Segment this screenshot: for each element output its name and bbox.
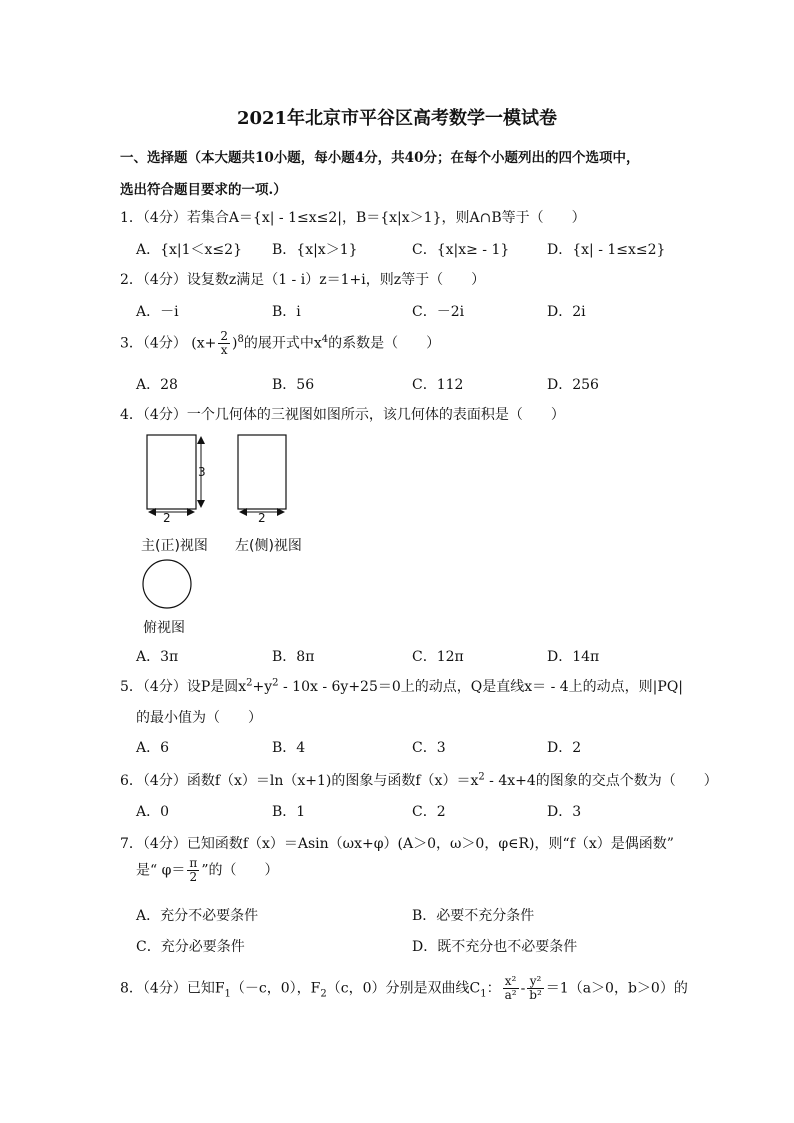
question-8-frac2-num: y² xyxy=(527,975,544,989)
question-6-option-b: B．1 xyxy=(272,804,306,820)
front-view-label: 主(正)视图 xyxy=(141,538,208,554)
question-5-option-b: B．4 xyxy=(272,740,306,756)
question-5-stem-a: 5．（4分）设P是圆x xyxy=(120,679,247,695)
question-8-sub-3: 1 xyxy=(480,988,487,1000)
three-view-figure xyxy=(130,428,320,628)
question-4-option-b: B．8π xyxy=(272,649,315,665)
question-6-option-a: A．0 xyxy=(136,804,170,820)
question-5-line2: 的最小值为（ ） xyxy=(136,710,262,726)
question-1-option-c: C．{x|x≥ - 1} xyxy=(412,242,510,258)
question-6-square: 2 xyxy=(478,771,485,783)
question-5-option-a: A．6 xyxy=(136,740,170,756)
question-5-stem-b: +y xyxy=(252,679,273,695)
question-3-frac-den: x xyxy=(220,343,228,357)
question-6-option-d: D．3 xyxy=(547,804,582,820)
question-2-option-b: B．i xyxy=(272,304,301,320)
question-3-option-d: D．256 xyxy=(547,377,599,393)
question-4-option-d: D．14π xyxy=(547,649,600,665)
question-8-stem-c: （c，0）分别是双曲线C xyxy=(326,980,481,997)
side-view-rect xyxy=(238,435,286,509)
question-1-option-a: A．{x|1＜x≤2} xyxy=(136,242,242,258)
question-2-option-d: D．2i xyxy=(547,304,586,320)
question-5-option-c: C．3 xyxy=(412,740,446,756)
question-6-stem-a: 6．（4分）函数f（x）＝ln（x+1)的图象与函数f（x）＝x xyxy=(120,773,479,789)
question-3-prefix: 3．（4分） xyxy=(120,335,187,352)
question-3-paren-open: (x+ xyxy=(191,335,217,352)
question-3-option-a: A．28 xyxy=(136,377,178,393)
question-7-line2-a: 是“ φ＝ xyxy=(136,862,186,879)
question-8-minus: - xyxy=(520,980,526,997)
question-1-stem: 1．（4分）若集合A＝{x| - 1≤x≤2|，B＝{x|x＞1}，则A∩B等于（ ） xyxy=(120,210,586,226)
question-6-stem-b: - 4x+4的图象的交点个数为（ ） xyxy=(484,773,718,789)
question-6-stem xyxy=(120,770,718,790)
question-8-sub-1: 1 xyxy=(224,988,231,1000)
question-7-frac-num: π xyxy=(189,856,198,870)
page-title: 2021年北京市平谷区高考数学一模试卷 xyxy=(236,108,558,129)
question-3-fraction xyxy=(218,330,230,357)
question-8-frac2-den: b² xyxy=(529,988,542,1002)
question-8-frac1-num: x² xyxy=(503,975,519,989)
question-3-exponent: 8 xyxy=(237,333,244,345)
top-view-label: 俯视图 xyxy=(143,620,185,636)
question-5-stem-c: - 10x - 6y+25＝0上的动点，Q是直线x＝ - 4上的动点，则|PQ| xyxy=(278,679,684,695)
question-3-option-b: B．56 xyxy=(272,377,315,393)
question-4-option-a: A．3π xyxy=(136,649,179,665)
question-8-fraction-2 xyxy=(527,975,544,1002)
question-3-stem xyxy=(120,330,440,357)
question-8-stem-d: ： xyxy=(486,980,501,997)
question-8-stem-b: （－c，0），F xyxy=(230,980,321,997)
question-8-stem-e: ＝1（a＞0，b＞0）的 xyxy=(545,980,688,997)
question-7-option-a: A．充分不必要条件 xyxy=(136,908,259,924)
question-8-stem-a: 8．（4分）已知F xyxy=(120,980,225,997)
question-2-stem: 2．（4分）设复数z满足（1 - i）z＝1+i，则z等于（ ） xyxy=(120,272,486,288)
question-2-option-c: C．－2i xyxy=(412,304,465,320)
question-3-option-c: C．112 xyxy=(412,377,464,393)
question-3-suffix: 的展开式中x xyxy=(243,335,322,352)
question-7-frac-den: 2 xyxy=(189,870,198,884)
question-7-fraction xyxy=(187,857,199,884)
question-4-stem: 4．（4分）一个几何体的三视图如图所示，该几何体的表面积是（ ） xyxy=(120,407,565,423)
question-6-option-c: C．2 xyxy=(412,804,446,820)
front-view-rect xyxy=(147,435,196,509)
top-view-circle xyxy=(143,560,191,608)
question-1-option-b: B．{x|x＞1} xyxy=(272,242,358,258)
question-7-stem: 7．（4分）已知函数f（x）＝Asin（ωx+φ）(A＞0，ω＞0，φ∈R)，则“f（x）是偶函数” xyxy=(120,836,674,852)
question-3-suffix-exponent: 4 xyxy=(321,333,329,345)
side-view-label: 左(侧)视图 xyxy=(235,538,302,554)
question-7-option-d: D．既不充分也不必要条件 xyxy=(412,939,578,955)
question-7-option-b: B．必要不充分条件 xyxy=(412,908,535,924)
section-heading-line2: 选出符合题目要求的一项.） xyxy=(120,182,287,198)
question-5-square-1: 2 xyxy=(246,677,253,689)
question-7-line2 xyxy=(136,857,278,884)
question-5-stem xyxy=(120,676,683,696)
question-7-option-c: C．充分必要条件 xyxy=(136,939,245,955)
question-1-option-d: D．{x| - 1≤x≤2} xyxy=(547,242,666,258)
front-width-dimension-label: 2 xyxy=(163,511,171,525)
side-width-dimension-label: 2 xyxy=(258,511,266,525)
question-3-suffix-end: 的系数是（ ） xyxy=(328,335,441,352)
question-8-fraction-1 xyxy=(503,975,519,1002)
question-3-frac-num: 2 xyxy=(220,329,229,343)
question-5-square-2: 2 xyxy=(272,677,279,689)
question-3-paren-close: ) xyxy=(232,335,238,352)
question-5-option-d: D．2 xyxy=(547,740,582,756)
question-8-sub-2: 2 xyxy=(320,988,327,1000)
question-8-stem xyxy=(120,975,688,1002)
question-2-option-a: A．－i xyxy=(136,304,179,320)
question-8-frac1-den: a² xyxy=(504,988,517,1002)
section-heading-line1: 一、选择题（本大题共10小题，每小题4分，共40分；在每个小题列出的四个选项中， xyxy=(120,150,640,166)
question-4-option-c: C．12π xyxy=(412,649,464,665)
question-7-line2-b: ”的（ ） xyxy=(201,862,279,879)
height-dimension-label: 3 xyxy=(198,465,206,479)
